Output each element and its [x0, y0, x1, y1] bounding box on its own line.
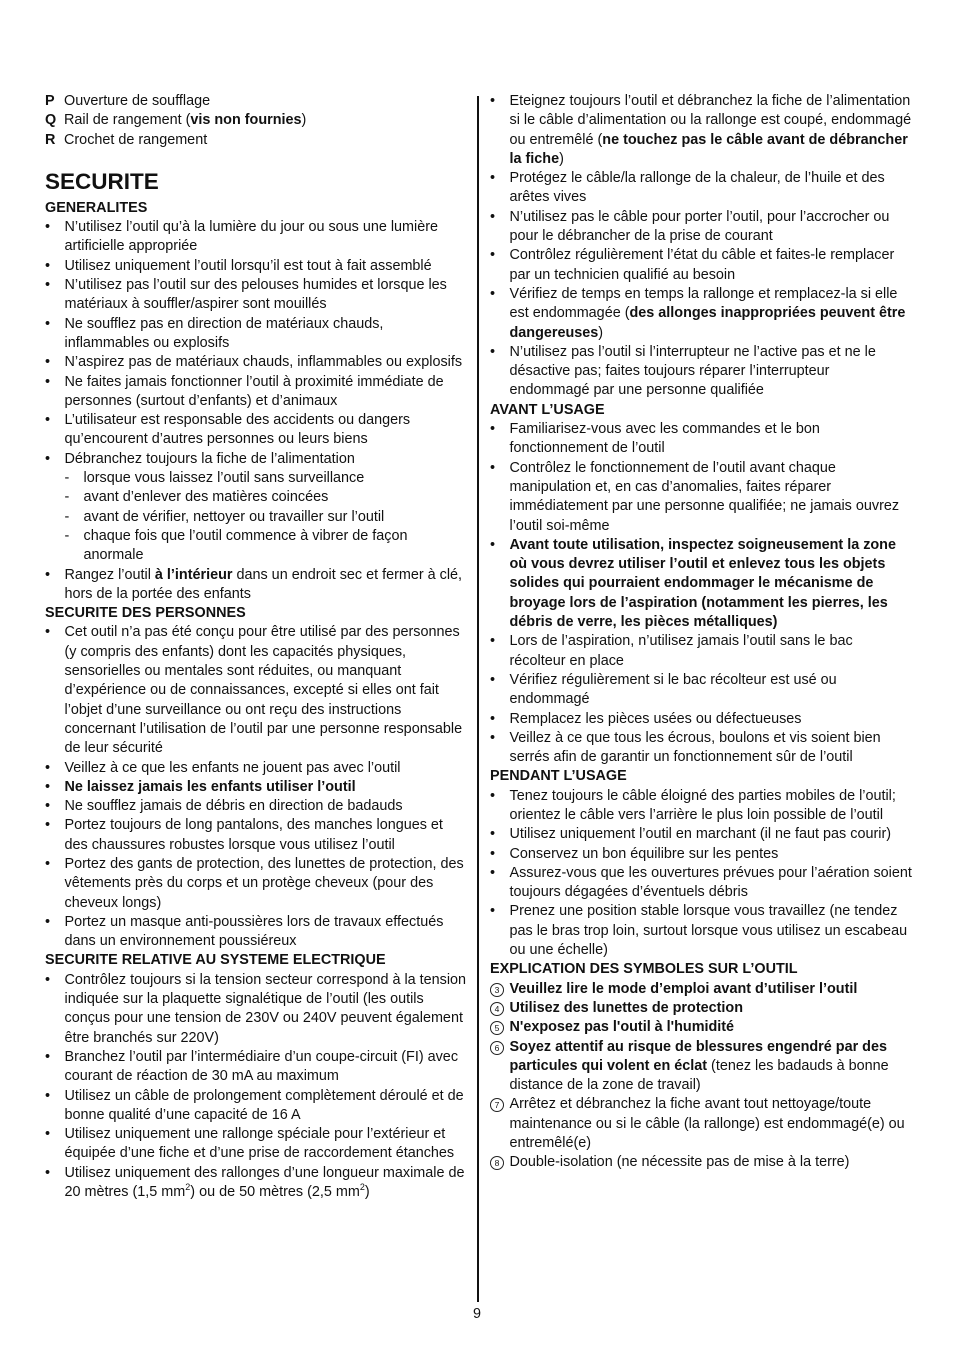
legend-key: R	[45, 131, 56, 148]
symbol-item: 7 Arrêtez et débranchez la fiche avant tout nettoyage/toute maintenance ou si le câble (la rallonge) est endommagé(e) ou entremêlé(e)	[490, 1095, 912, 1153]
list-item: • Débranchez toujours la fiche de l’alimentation	[45, 450, 470, 469]
legend-text: Crochet de rangement	[64, 131, 208, 148]
list-item: • Contrôlez régulièrement l’état du câble et faites-le remplacer par un technicien qualifié au besoin	[490, 246, 912, 285]
list-item: • Ne laissez jamais les enfants utiliser l’outil	[45, 778, 470, 797]
list-item: • Rangez l’outil à l’intérieur dans un endroit sec et fermer à clé, hors de la portée des enfants	[45, 566, 470, 605]
sub-list-item: - avant d’enlever des matières coincées	[45, 488, 470, 507]
list-item: • Ne soufflez pas en direction de matériaux chauds, inflammables ou explosifs	[45, 315, 470, 354]
symbol-item: 8 Double-isolation (ne nécessite pas de mise à la terre)	[490, 1153, 912, 1172]
list-item: • Contrôlez le fonctionnement de l’outil avant chaque manipulation et, en cas d’anomalies, faites réparer immédiatement par une personne qualifiée; ne jamais ouvrez l’outil soi-même	[490, 459, 912, 536]
list-item: • Familiarisez-vous avec les commandes et le bon fonctionnement de l’outil	[490, 420, 912, 459]
sub-list-item: - avant de vérifier, nettoyer ou travailler sur l’outil	[45, 508, 470, 527]
symbol-item: 5 N'exposez pas l'outil à l'humidité	[490, 1018, 912, 1037]
list-item: • Portez des gants de protection, des lunettes de protection, des vêtements près du corps et un protège cheveux (pour des cheveux longs)	[45, 855, 470, 913]
right-column	[490, 92, 912, 1173]
list-generalites	[45, 218, 470, 604]
list-item: • Cet outil n’a pas été conçu pour être utilisé par des personnes (y compris des enfants) dont les capacités physiques, sensorielles ou mentales sont réduites, ou manquant d’expérience ou de connaissances, excepté si elles ont fait l’objet d’une surveillance ou ont reçu des instructions concernant l’utilisation de l’outil par une personne responsable de leur sécurité	[45, 623, 470, 758]
symbol-item: 4 Utilisez des lunettes de protection	[490, 999, 912, 1018]
list-item: • Tenez toujours le câble éloigné des parties mobiles de l’outil; orientez le câble vers l’arrière le plus loin possible de l’outil	[490, 787, 912, 826]
circled-number-3-icon: 3	[490, 983, 504, 997]
circled-number-5-icon: 5	[490, 1021, 504, 1035]
list-item: • Utilisez un câble de prolongement complètement déroulé et de bonne qualité d’une capacité de 16 A	[45, 1087, 470, 1126]
legend-row-p	[45, 92, 470, 111]
list-item: • Assurez-vous que les ouvertures prévues pour l’aération soient toujours dégagées d’éventuels débris	[490, 864, 912, 903]
list-item: • Utilisez uniquement l’outil lorsqu’il est tout à fait assemblé	[45, 257, 470, 276]
list-item: • L’utilisateur est responsable des accidents ou dangers qu’encourent d’autres personnes ou leurs biens	[45, 411, 470, 450]
list-item: • Branchez l’outil par l’intermédiaire d’un coupe-circuit (FI) avec courant de réaction de 30 mA au maximum	[45, 1048, 470, 1087]
section-title: SECURITE	[45, 168, 159, 194]
list-item: • Contrôlez toujours si la tension secteur correspond à la tension indiquée sur la plaquette signalétique de l’outil (les outils conçus pour une tension de 230V ou 240V peuvent également être branchés sur 220V)	[45, 971, 470, 1048]
legend-text: Rail de rangement (vis non fournies)	[64, 112, 307, 129]
list-item: • Utilisez uniquement l’outil en marchant (il ne faut pas courir)	[490, 825, 912, 844]
sub-list-item: - lorsque vous laissez l’outil sans surveillance	[45, 469, 470, 488]
list-item: • Ne soufflez jamais de débris en direction de badauds	[45, 797, 470, 816]
list-item: • Portez toujours de long pantalons, des manches longues et des chaussures robustes lorsque vous utilisez l’outil	[45, 816, 470, 855]
list-item: • Vérifiez de temps en temps la rallonge et remplacez-la si elle est endommagée (des allonges inappropriées peuvent être dangereuses)	[490, 285, 912, 343]
list-item: • Vérifiez régulièrement si le bac récolteur est usé ou endommagé	[490, 671, 912, 710]
legend-text: Ouverture de soufflage	[64, 93, 211, 109]
heading-pendant: PENDANT L’USAGE	[490, 768, 627, 785]
list-item: • Utilisez uniquement des rallonges d’une longueur maximale de 20 mètres (1,5 $mm^2$) ou de 50 mètres (2,5 $mm^2$)	[45, 1164, 470, 1203]
list-item: • Conservez un bon équilibre sur les pentes	[490, 845, 912, 864]
list-item: • Eteignez toujours l’outil et débranchez la fiche de l’alimentation si le câble d’alimentation ou la rallonge est coupé, endommagé ou entremêlé (ne touchez pas le câble avant de débrancher la fiche)	[490, 92, 912, 169]
list-item: • Protégez le câble/la rallonge de la chaleur, de l’huile et des arêtes vives	[490, 169, 912, 208]
list-electrique-continued	[490, 92, 912, 401]
list-item: • Veillez à ce que tous les écrous, boulons et vis soient bien serrés afin de garantir un fonctionnement sûr de l’outil	[490, 729, 912, 768]
list-item: • N’utilisez pas l’outil si l’interrupteur ne l’active pas et ne le désactive pas; faites toujours réparer l’interrupteur endommagé par une personne qualifiée	[490, 343, 912, 401]
circled-number-8-icon: 8	[490, 1156, 504, 1170]
heading-electrique: SECURITE RELATIVE AU SYSTEME ELECTRIQUE	[45, 952, 386, 969]
sub-list-item: - chaque fois que l’outil commence à vibrer de façon anormale	[45, 527, 470, 566]
list-symboles	[490, 980, 912, 1173]
column-divider	[477, 96, 479, 1302]
list-item: • N’utilisez l’outil qu’à la lumière du jour ou sous une lumière artificielle appropriée	[45, 218, 470, 257]
list-electrique	[45, 971, 470, 1203]
list-item: • N’aspirez pas de matériaux chauds, inflammables ou explosifs	[45, 353, 470, 372]
symbol-item: 6 Soyez attentif au risque de blessures engendré par des particules qui volent en éclat (tenez les badauds à bonne distance de la zone de travail)	[490, 1038, 912, 1096]
list-item: • Remplacez les pièces usées ou défectueuses	[490, 710, 912, 729]
circled-number-7-icon: 7	[490, 1098, 504, 1112]
list-pendant	[490, 787, 912, 961]
list-item: • Lors de l’aspiration, n’utilisez jamais l’outil sans le bac récolteur en place	[490, 632, 912, 671]
list-item: • Prenez une position stable lorsque vous travaillez (ne tendez pas le bras trop loin, surtout lorsque vous utilisez un escabeau ou une échelle)	[490, 902, 912, 960]
list-item: • Ne faites jamais fonctionner l’outil à proximité immédiate de personnes (surtout d’enfants) et d’animaux	[45, 373, 470, 412]
heading-symboles: EXPLICATION DES SYMBOLES SUR L’OUTIL	[490, 961, 798, 978]
list-item: • Avant toute utilisation, inspectez soigneusement la zone où vous devrez utiliser l’outil et enlevez tous les objets solides qui pourraient endommager le mécanisme de broyage lors de l’aspiration (notamment les pierres, les débris de verre, les pièces métalliques)	[490, 536, 912, 632]
list-item: • Veillez à ce que les enfants ne jouent pas avec l’outil	[45, 759, 470, 778]
list-personnes	[45, 623, 470, 951]
circled-number-6-icon: 6	[490, 1041, 504, 1055]
list-item: • Utilisez uniquement une rallonge spéciale pour l’extérieur et équipée d’une fiche et d’une prise de raccordement étanches	[45, 1125, 470, 1164]
heading-avant: AVANT L’USAGE	[490, 401, 605, 418]
circled-number-4-icon: 4	[490, 1002, 504, 1016]
page-number: 9	[472, 1306, 481, 1322]
list-item: • N’utilisez pas l’outil sur des pelouses humides et lorsque les matériaux à souffler/aspirer sont mouillés	[45, 276, 470, 315]
legend-row-r	[45, 131, 470, 150]
legend-key: P	[45, 93, 55, 109]
heading-personnes: SECURITE DES PERSONNES	[45, 605, 246, 622]
list-item: • Portez un masque anti-poussières lors de travaux effectués dans un environnement poussiéreux	[45, 913, 470, 952]
legend-row-q	[45, 111, 470, 130]
list-item: • N’utilisez pas le câble pour porter l’outil, pour l’accrocher ou pour le débrancher de la prise de courant	[490, 208, 912, 247]
symbol-item: 3 Veuillez lire le mode d’emploi avant d’utiliser l’outil	[490, 980, 912, 999]
legend-key: Q	[45, 112, 57, 129]
left-column	[45, 92, 470, 1202]
heading-generalites: GENERALITES	[45, 199, 148, 216]
list-avant	[490, 420, 912, 767]
